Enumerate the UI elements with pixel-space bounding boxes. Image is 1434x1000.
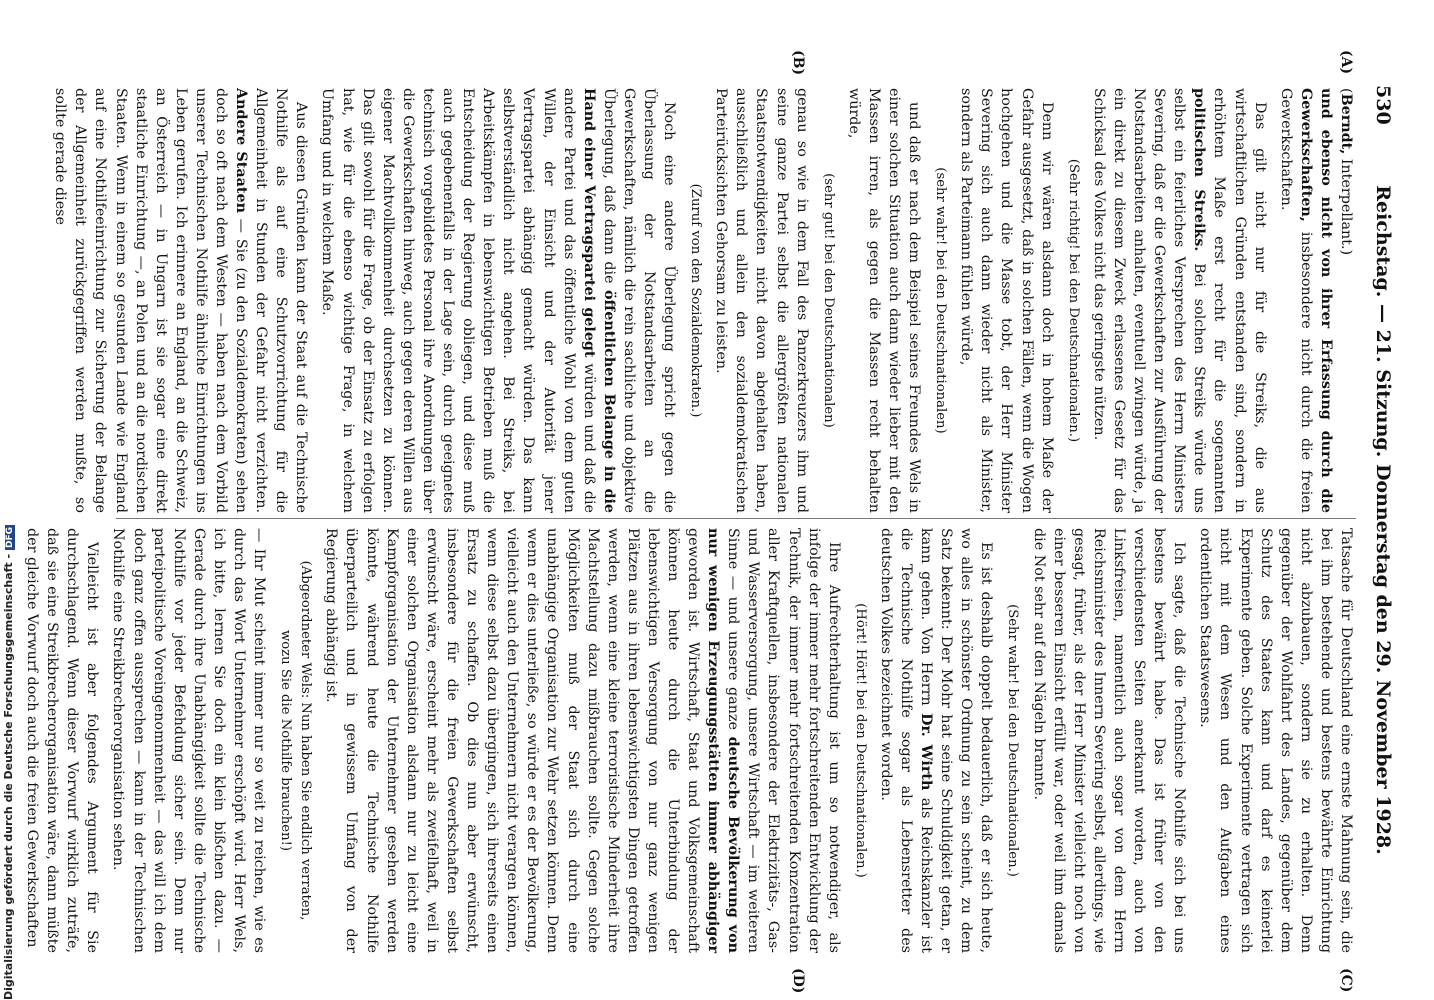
interjection: (sehr gut! bei den Deutschnationalen)	[820, 173, 836, 428]
page-title: Reichstag. — 21. Sitzung. Donnerstag den 29. November 1928.	[1372, 185, 1394, 855]
margin-mark-d: (D)	[790, 968, 806, 994]
right-column	[24, 528, 1356, 954]
paragraph: Tatsache für Deutschland eine ernste Mahnung sein, die bei ihm bestehende und bestens bewährte Einrichtung nicht abzubauen, sondern sie zu erhalten. Denn gegenüber der Wohlfahrt des Landes, gegenüber dem Schutz des Staates kann und darf es keinerlei Experimente geben. Solche Experimente vertragen sich nicht mit dem Wesen und den Aufgaben eines ordentlichen Staatswesens.	[1197, 528, 1354, 953]
text-run: Es ist deshalb doppelt bedauerlich, daß er sich heute, wo alles in schönster Ordnung zu sein scheint, zu dem Satz bekennt: Der Mohr hat seine Schuldigkeit getan, er kann gehen. Von Herrn	[918, 528, 995, 953]
paragraph	[1089, 88, 1270, 513]
interjection: (Abgeordneter Wels: Nun haben Sie endlich verraten, wozu Sie die Nothilfe brauchen!)	[278, 560, 314, 921]
interjection: (Sehr wahr! bei den Deutschnationalen.)	[1005, 604, 1021, 877]
paragraph: und daß er nach dem Beispiel seines Freundes Wels in einer solchen Situation auch dann wieder lieber mit den Massen irren, als gegen die Massen recht behalten würde,	[845, 88, 923, 513]
text-run: Noch eine andere Überlegung spricht gegen die Überlassung der Notstandsarbeiten an die Gewerkschaften, nämlich die rein sachliche und objektive Überlegung, daß dann die	[600, 88, 678, 513]
dfg-logo: DFG	[5, 526, 15, 548]
paragraph	[321, 528, 843, 953]
speaker-role: Interpellant.)	[1338, 158, 1354, 256]
digitization-credit	[2, 0, 20, 1000]
paragraph	[876, 528, 997, 953]
emphasis: Andere Staaten	[233, 88, 250, 213]
interjection: (Zuruf von den Sozialdemokraten.)	[688, 183, 704, 418]
paragraph	[50, 88, 311, 513]
margin-mark-c: (C)	[1338, 968, 1354, 993]
paragraph	[317, 88, 679, 513]
text-run: Das gilt nicht nur für die Streiks, die aus wirtschaftlichen Gründen entstanden sind, sondern in erhöhtem Maße erst recht für die sogenannten	[1211, 88, 1268, 513]
paragraph: Vielleicht ist aber folgendes Argument für Sie durchschlagend. Wenn dieser Vorwurf wirklich zuträfe, daß sie eine Streikbrecherorganisation wäre, dann müßte der gleiche Vorwurf doch auch die freien Gewerkschaften	[24, 528, 101, 953]
paragraph: — Ihr Mut scheint immer nur so weit zu reichen, wie es durch das Wort Unternehmer erschöpft wird. Herr Wels, ich bitte, lernen Sie doch ein klein bißchen dazu. — Gerade durch ihre Unabhängigkeit sollte die Technische Nothilfe vor jeder Befehdung sicher sein. Denn nur parteipolitische Voreingenommenheit — das will ich dem doch ganz offen aussprechen — kann in der Technischen Nothilfe eine Streikbrecherorganisation sehen.	[110, 528, 268, 953]
emphasis: öffentlichen Belange in die Hand einer Vertragspartei gelegt	[580, 88, 617, 514]
text-run: Ihre Aufrechterhaltung ist um so notwendiger, als infolge der immer mehr fortschreitenden Entwicklung der Technik, der immer mehr fortschreitenden Konzentration aller Kraftquellen, insbesondere der Elektrizitäts-, Gas- und Wasserversorgung, unsere Wirtschaft — im weiteren Sinne — und unsere ganze	[725, 528, 842, 953]
text-run: insbesondere nicht durch die freien Gewerkschaften.	[1277, 88, 1314, 514]
interjection: (Sehr richtig! bei den Deutschnationalen.)	[1065, 158, 1081, 443]
emphasis: politischen Streiks.	[1191, 88, 1208, 252]
speaker-name: Berndt,	[1338, 93, 1354, 155]
interjection: (Hört! Hört! bei den Deutschnationalen.)	[852, 603, 868, 878]
text-run: als Reichskanzler ist die Technische Nothilfe sogar als Lebensretter des deutschen Volkes bezeichnet worden.	[877, 528, 935, 954]
text-run: Bei solchen Streiks würde uns selbst ein feierliches Versprechen des Herrn Ministers Severing, daß er die Gewerkschaften zur Ausführung der Notstandsarbeiten anhalten, eventuell zwingen würde, ja ein direkt zu diesem Zweck erlassenes Gesetz für das Schicksal des Volkes nicht das geringste nützen.	[1090, 88, 1208, 514]
emphasis: Dr. Wirth	[918, 713, 935, 791]
emphasis: und ebenso nicht von ihrer Erfassung durch die Gewerkschaften,	[1297, 88, 1334, 513]
page-number: 530	[1372, 85, 1394, 125]
text-run: würden und daß die andere Partei und das öffentliche Wohl von dem guten Willen, der Einsicht und der Autorität jener Vertragspartei abhängig gemacht würden. Das kann selbstverständlich nicht angehen. Bei Streiks, bei Arbeitskämpfen in lebenswichtigen Betrieben muß die Entscheidung der Regierung obliegen, und diese muß auch gegebenenfalls in der Lage sein, durch geeignetes technisch vorgebildetes Personal ihre Anordnungen über die Gewerkschaften hinweg, auch gegen deren Willen aus eigener Machtvollkommenheit durchsetzen zu können. Das gilt sowohl für die Frage, ob der Einsatz zu erfolgen hat, wie für die ebenso wichtige Frage, in welchem Umfang und in welchem Maße.	[319, 88, 597, 513]
page-header	[1364, 85, 1394, 955]
digitization-credit-text: Digitalisierung gefördert durch die Deutsche Forschungsgemeinschaft -	[2, 553, 15, 1000]
left-column	[52, 88, 1356, 514]
text-run: geworden ist. Wirtschaft, Staat und Volksgemeinschaft können heute durch die Unterbindung der lebenswichtigen Versorgung von nur ganz wenigen Plätzen aus in ihren lebenswichtigsten Dingen getroffen werden, wenn eine kleine terroristische Minderheit ihre Machtstellung dazu mißbrauchen sollte. Gegen solche Möglichkeiten muß der Staat sich durch eine unabhängige Organisation zur Wehr setzen können. Denn wenn er dies unterließe, so würde er es der Bevölkerung, vielleicht auch den Unternehmern nicht verargen können, wenn diese selbst dazu übergingen, sich ihrerseits einen Ersatz zu schaffen. Ob dies nun aber erwünscht, insbesondere für die freien Gewerkschaften selbst erwünscht wäre, erscheint mehr als zweifelhaft, weil in einer solchen Organisation alsdann nur zu leicht eine Kampforganisation der Unternehmer gesehen werden könnte, während heute die Technische Nothilfe überparteilich und in gewissem Umfang von der Regierung abhängig ist.	[323, 528, 702, 953]
margin-mark-b: (B)	[790, 50, 806, 76]
emphasis: deutsche Bevölkerung von nur wenigen Erzeugungsstätten immer abhängiger	[705, 528, 742, 954]
paragraph: Ich sagte, daß die Technische Nothilfe sich bei uns bestens bewährt habe. Das ist früher von den verschiedensten Seiten anerkannt worden, auch von Linksfreisen, namentlich auch sogar von dem Herrn Reichsminister des Innern Severing selbst, allerdings, wie gesagt, früher, als der Herr Minister vielleicht noch von einer besseren Einsicht erfüllt war, oder weil ihm damals die Not sehr auf den Nägeln brannte.	[1030, 528, 1188, 953]
interjection: (sehr wahr! bei den Deutschnationalen)	[933, 167, 949, 434]
margin-mark-a: (A)	[1338, 50, 1354, 75]
text-run: Aus diesen Gründen kann der Staat auf die Technische Nothilfe als auf eine Schutzvorrichtung für die Allgemeinheit in Stunden der Gefahr nicht verzichten.	[253, 88, 310, 513]
paragraph: Denn wir wären alsdann doch in hohem Maße der Gefahr ausgesetzt, daß in solchen Fällen, wenn die Wogen hochgehen und die Masse tobt, der Herr Minister Severing sich auch dann wieder nicht als Minister, sondern als Parteimann fühlen würde,	[958, 88, 1055, 513]
paragraph: (Berndt, Interpellant.) und ebenso nicht von ihrer Erfassung durch die Gewerkschaften, insbesondere nicht durch die freien Gewerkschaften.	[1277, 88, 1354, 514]
column-divider	[116, 518, 1356, 519]
paragraph: genau so wie in dem Fall des Panzerkreuzers ihm und seine ganze Partei selbst die allergrößten nationalen Staatsnotwendigkeiten nicht davon abgehalten haben, ausschließlich und allein den sozialdemokratischen Parteirücksichten Gehorsam zu leisten.	[713, 88, 810, 513]
text-run: — Sie (zu den Sozialdemokraten) sehen doch so oft nach dem Westen — haben nach dem Vorbild unserer Technischen Nothilfe ähnliche Einrichtungen ins Leben gerufen. Ich erinnere an England, an die Schweiz, an Österreich — in Ungarn ist sie sogar eine direkt staatliche Einrichtung —, an Polen und an die nordischen Staaten. Wenn in einem so gesunden Lande wie England auf eine Nothilfeeinrichtung zur Sicherung der Belange der Allgemeinheit zurückgegriffen werden mußte, so sollte gerade diese	[52, 88, 250, 513]
